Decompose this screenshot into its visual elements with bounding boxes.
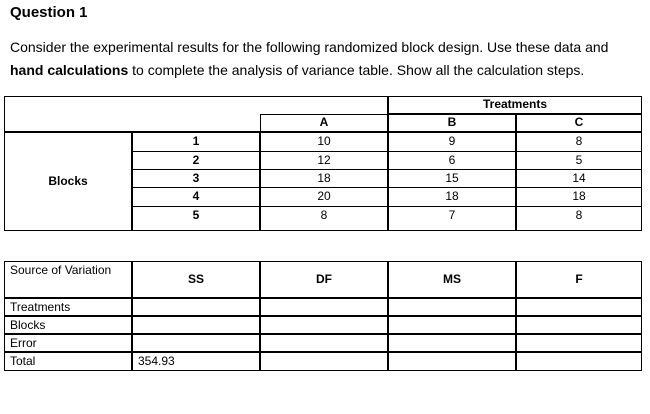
observation-value: 14 xyxy=(572,171,586,185)
observation-value: 8 xyxy=(575,208,583,222)
anova-source-total: Total xyxy=(10,354,36,368)
anova-cell xyxy=(516,298,642,316)
observation-value: 9 xyxy=(448,134,456,148)
question-text-bold: hand calculations xyxy=(10,62,129,78)
blocks-label: Blocks xyxy=(48,174,88,188)
observation-value: 18 xyxy=(572,189,586,203)
anova-header-ss: SS xyxy=(187,272,204,286)
anova-header-f: F xyxy=(575,272,583,286)
observation-value: 18 xyxy=(445,189,459,203)
observation-value: 15 xyxy=(445,171,459,185)
anova-cell xyxy=(260,352,388,371)
observation-value: 5 xyxy=(575,153,583,167)
anova-cell xyxy=(516,334,642,352)
anova-cell xyxy=(388,352,516,371)
anova-cell xyxy=(260,334,388,352)
anova-table xyxy=(4,261,642,371)
anova-cell xyxy=(388,334,516,352)
block-number: 2 xyxy=(192,153,200,167)
block-number: 1 xyxy=(192,134,200,148)
question-heading: Question 1 xyxy=(10,4,88,21)
observation-value: 8 xyxy=(320,208,328,222)
anova-ss-value: 354.93 xyxy=(138,354,175,368)
anova-cell xyxy=(260,316,388,334)
treatment-header-C: C xyxy=(574,115,584,129)
anova-cell xyxy=(132,334,260,352)
observation-value: 10 xyxy=(317,134,331,148)
block-number: 5 xyxy=(192,208,200,222)
observation-value: 12 xyxy=(317,153,331,167)
treatment-header-B: B xyxy=(447,115,457,129)
question-text-part1: Consider the experimental results for the following randomized block design. Use these data and xyxy=(10,39,609,55)
anova-source-blocks: Blocks xyxy=(10,318,46,332)
block-number: 4 xyxy=(192,189,200,203)
design-table xyxy=(4,96,642,232)
anova-header-source: Source of Variation xyxy=(10,263,112,277)
treatments-label: Treatments xyxy=(482,97,548,111)
observation-value: 20 xyxy=(317,189,331,203)
observation-value: 6 xyxy=(448,153,456,167)
anova-source-treatments: Treatments xyxy=(10,300,71,314)
anova-cell xyxy=(388,316,516,334)
observation-value: 7 xyxy=(448,208,456,222)
block-number: 3 xyxy=(192,171,200,185)
anova-cell xyxy=(516,316,642,334)
treatment-header-A: A xyxy=(319,115,329,129)
question-text-part2: to complete the analysis of variance table. Show all the calculation steps. xyxy=(128,62,585,78)
anova-cell xyxy=(132,298,260,316)
anova-cell xyxy=(388,298,516,316)
question-text xyxy=(10,36,642,82)
anova-header-df: DF xyxy=(316,272,332,286)
anova-cell xyxy=(260,298,388,316)
anova-source-error: Error xyxy=(10,336,37,350)
anova-header-ms: MS xyxy=(443,272,461,286)
observation-value: 18 xyxy=(317,171,331,185)
anova-cell xyxy=(516,352,642,371)
anova-cell xyxy=(132,316,260,334)
observation-value: 8 xyxy=(575,134,583,148)
